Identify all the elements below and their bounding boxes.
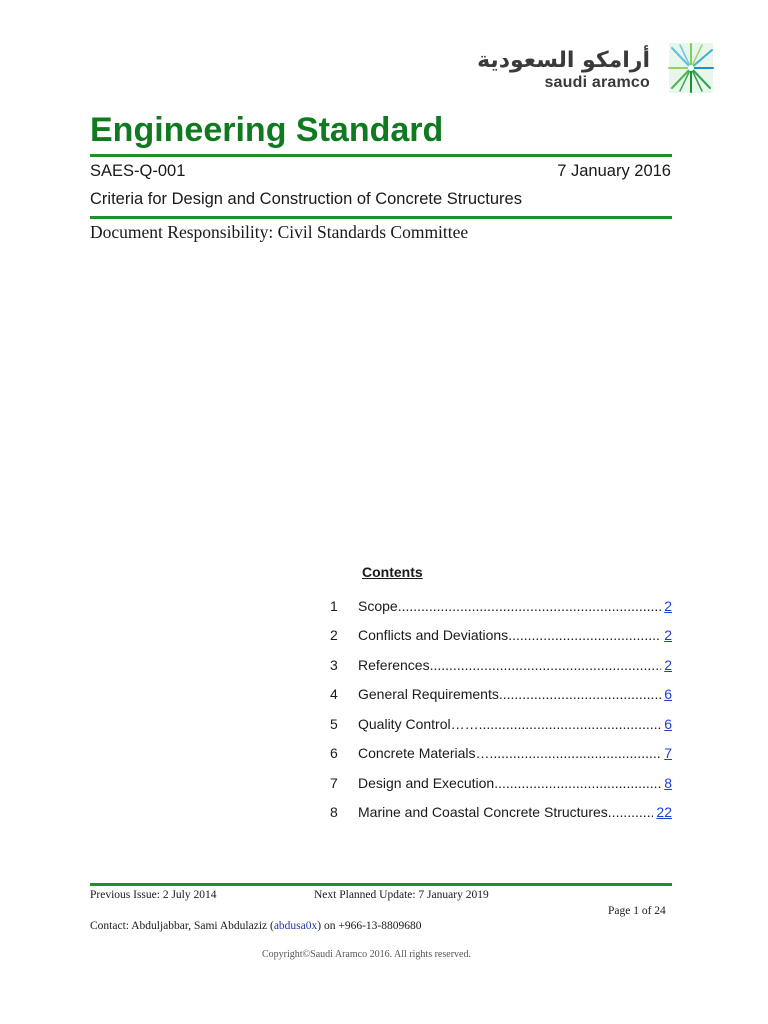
toc-page-link[interactable]: 6 bbox=[661, 686, 672, 702]
toc-label: General Requirements ..... bbox=[358, 686, 672, 702]
contents-heading: Contents bbox=[362, 564, 423, 580]
toc-label: Conflicts and Deviations ..... bbox=[358, 627, 672, 643]
page-title: Engineering Standard bbox=[90, 111, 444, 149]
toc-page-link[interactable]: 6 bbox=[661, 716, 672, 732]
contact-prefix: Contact: Abduljabbar, Sami Abdulaziz ( bbox=[90, 920, 274, 932]
contact-suffix: ) on +966-13-8809680 bbox=[317, 920, 422, 932]
toc-number: 1 bbox=[330, 598, 338, 614]
toc-label: Scope ..... bbox=[358, 598, 672, 614]
toc-entry bbox=[330, 716, 672, 736]
toc-number: 8 bbox=[330, 804, 338, 820]
toc-number: 2 bbox=[330, 627, 338, 643]
logo-english-text: saudi aramco bbox=[544, 74, 650, 91]
toc-entry bbox=[330, 686, 672, 706]
toc-number: 5 bbox=[330, 716, 338, 732]
header-bottom-rule bbox=[90, 216, 672, 219]
toc-label: Marine and Coastal Concrete Structures ..... bbox=[358, 804, 672, 820]
document-id: SAES-Q-001 bbox=[90, 162, 186, 180]
copyright: Copyright©Saudi Aramco 2016. All rights reserved. bbox=[262, 949, 471, 960]
toc-entry bbox=[330, 745, 672, 765]
toc-entry bbox=[330, 775, 672, 795]
document-date: 7 January 2016 bbox=[557, 162, 671, 180]
toc-label: Concrete Materials…. ..... bbox=[358, 745, 672, 761]
toc-entry bbox=[330, 657, 672, 677]
toc-label: References ..... bbox=[358, 657, 672, 673]
aramco-star-icon bbox=[666, 40, 716, 96]
toc-number: 7 bbox=[330, 775, 338, 791]
contact-line bbox=[90, 920, 422, 932]
toc-page-link[interactable]: 7 bbox=[661, 745, 672, 761]
saudi-aramco-logo bbox=[477, 40, 720, 98]
toc-number: 4 bbox=[330, 686, 338, 702]
toc-label: Quality Control…… ..... bbox=[358, 716, 672, 732]
toc-entry bbox=[330, 598, 672, 618]
footer-rule bbox=[90, 883, 672, 886]
document-subtitle: Criteria for Design and Construction of Concrete Structures bbox=[90, 190, 522, 208]
header-top-rule bbox=[90, 154, 672, 157]
document-responsibility: Document Responsibility: Civil Standards Committee bbox=[90, 222, 469, 242]
page-number: Page 1 of 24 bbox=[608, 905, 666, 917]
previous-issue: Previous Issue: 2 July 2014 bbox=[90, 889, 217, 901]
toc-entry bbox=[330, 804, 672, 824]
toc-page-link[interactable]: 22 bbox=[653, 804, 672, 820]
toc-label: Design and Execution ..... bbox=[358, 775, 672, 791]
next-planned-update: Next Planned Update: 7 January 2019 bbox=[314, 889, 489, 901]
toc-entry bbox=[330, 627, 672, 647]
toc-page-link[interactable]: 8 bbox=[661, 775, 672, 791]
toc-page-link[interactable]: 2 bbox=[661, 598, 672, 614]
toc-number: 3 bbox=[330, 657, 338, 673]
contact-id-link[interactable]: abdusa0x bbox=[273, 920, 318, 932]
toc-page-link[interactable]: 2 bbox=[661, 627, 672, 643]
logo-arabic-text: أرامكو السعودية bbox=[477, 48, 650, 73]
toc-number: 6 bbox=[330, 745, 338, 761]
toc-page-link[interactable]: 2 bbox=[661, 657, 672, 673]
